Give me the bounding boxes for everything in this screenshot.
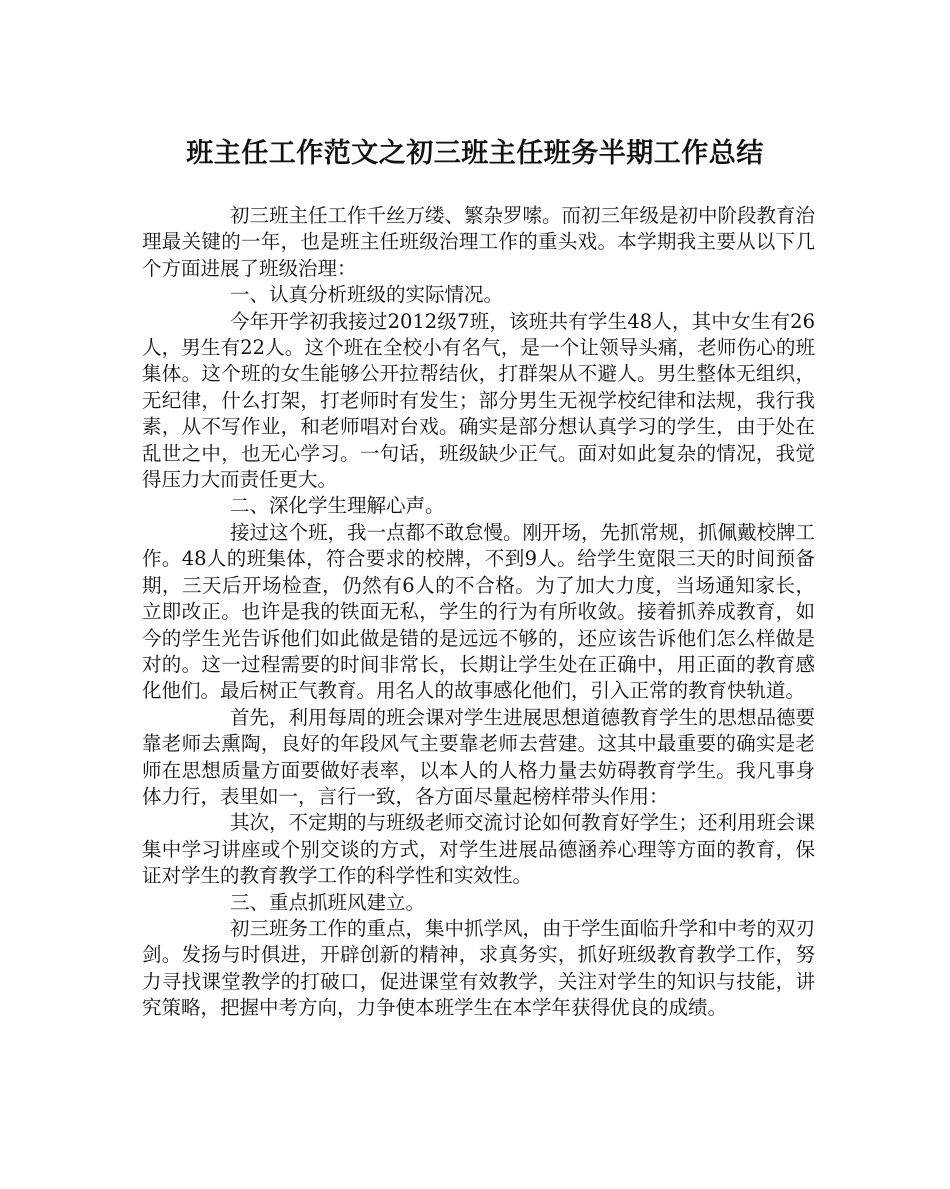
paragraph-first-measure: 首先，利用每周的班会课对学生进展思想道德教育学生的思想品德要靠老师去熏陶，良好的年段风气主要靠老师去营建。这其中最重要的确实是老师在思想质量方面要做好表率，以本人的人格力量去妨碍教育学生。我凡事身体力行，表里如一，言行一致，各方面尽量起榜样带头作用：: [142, 705, 816, 808]
paragraph-class-situation: 今年开学初我接过2012级7班，该班共有学生48人，其中女生有26人，男生有22人。这个班在全校小有名气，是一个让领导头痛，老师伤心的班集体。这个班的女生能够公开拉帮结伙，打群架从不避人。男生整体无组织，无纪律，什么打架，打老师时有发生；部分男生无视学校纪律和法规，我行我素，从不写作业，和老师唱对台戏。确实是部分想认真学习的学生，由于处在乱世之中，也无心学习。一句话，班级缺少正气。面对如此复杂的情况，我觉得压力大而责任更大。: [142, 309, 815, 492]
document-title: 班主任工作范文之初三班主任班务半期工作总结: [186, 138, 764, 169]
paragraph-intro: 初三班主任工作千丝万缕、繁杂罗嗦。而初三年级是初中阶段教育治理最关键的一年，也是班主任班级治理工作的重头戏。本学期我主要从以下几个方面进展了班级治理：: [142, 204, 816, 280]
paragraph-second-measure: 其次，不定期的与班级老师交流讨论如何教育好学生；还利用班会课集中学习讲座或个别交谈的方式，对学生进展品德涵养心理等方面的教育，保证对学生的教育教学工作的科学性和实效性。: [142, 811, 816, 888]
paragraph-routine-management: 接过这个班，我一点都不敢怠慢。刚开场，先抓常规，抓佩戴校牌工作。48人的班集体，符合要求的校牌，不到9人。给学生宽限三天的时间预备期，三天后开场检查，仍然有6人的不合格。为了加大力度，当场通知家长，立即改正。也许是我的铁面无私，学生的行为有所收敛。接着抓养成教育，如今的学生光告诉他们如此做是错的是远远不够的，还应该告诉他们怎么样做是对的。这一过程需要的时间非常长，长期让学生处在正确中，用正面的教育感化他们。最后树正气教育。用名人的故事感化他们，引入正常的教育快轨道。: [142, 520, 816, 703]
paragraph-class-spirit: 初三班务工作的重点，集中抓学风，由于学生面临升学和中考的双刃剑。发扬与时俱进，开辟创新的精神，求真务实，抓好班级教育教学工作，努力寻找课堂教学的打破口，促进课堂有效教学，关注对学生的知识与技能，讲究策略，把握中考方向，力争使本班学生在本学年获得优良的成绩。: [142, 916, 816, 1020]
section-heading-3: 三、重点抓班风建立。: [230, 890, 426, 914]
section-heading-1: 一、认真分析班级的实际情况。: [230, 283, 504, 307]
section-heading-2: 二、深化学生理解心声。: [230, 494, 445, 518]
document-body: [142, 203, 815, 1022]
